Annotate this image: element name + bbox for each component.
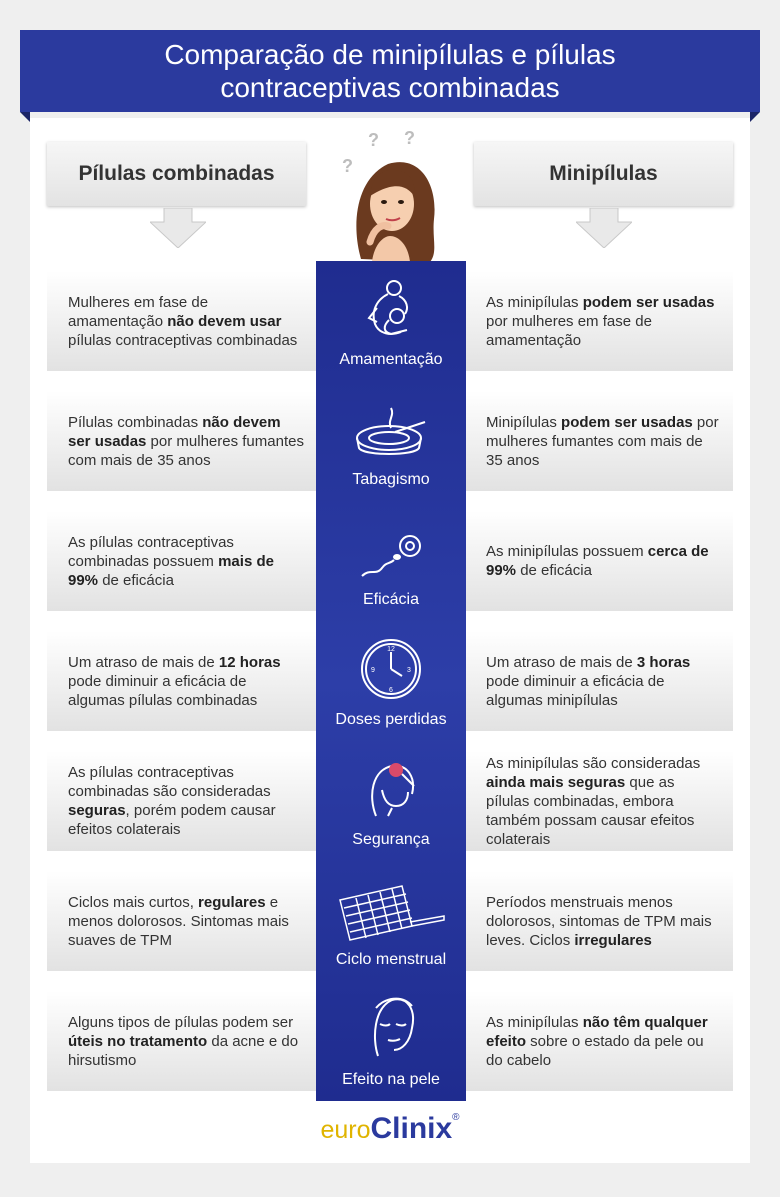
- thinking-woman-illustration: [326, 124, 456, 264]
- column-header-minipill: Minipílulas: [474, 142, 733, 206]
- text-segment: Mulheres em fase de amamentação: [68, 293, 209, 330]
- minipill-info: [466, 391, 733, 491]
- calendar-icon: [316, 882, 466, 947]
- info-text: [68, 293, 306, 350]
- info-text: [486, 413, 721, 470]
- info-text: [486, 542, 721, 580]
- text-segment: As minipílulas possuem: [486, 543, 648, 560]
- ashtray-icon: [316, 402, 466, 467]
- category-label: Amamentação: [339, 351, 443, 368]
- svg-text:?: ?: [368, 130, 379, 150]
- info-text: [486, 754, 721, 849]
- highlight-text: podem ser usadas: [582, 293, 715, 311]
- text-segment: sobre o estado da pele ou do cabelo: [486, 1032, 704, 1069]
- info-text: [68, 413, 306, 470]
- highlight-text: podem ser usadas: [561, 413, 693, 431]
- svg-text:3: 3: [407, 667, 411, 674]
- combined-pill-info: [47, 271, 316, 371]
- category-headache: [316, 756, 466, 849]
- highlight-text: não devem usar: [167, 312, 282, 330]
- category-clock: [316, 636, 466, 729]
- highlight-text: ainda mais seguras: [486, 773, 626, 791]
- info-text: [68, 533, 306, 590]
- text-segment: da acne e do hirsutismo: [68, 1032, 299, 1069]
- highlight-text: regulares: [198, 893, 266, 911]
- info-text: [486, 893, 721, 950]
- category-label: Segurança: [352, 831, 430, 848]
- page-title: Comparação de minipílulas e pílulas contraceptivas combinadas: [164, 39, 616, 103]
- text-segment: de eficácia: [98, 571, 174, 589]
- info-text: [68, 1013, 306, 1070]
- highlight-text: 12 horas: [218, 653, 281, 671]
- text-segment: e menos dolorosos. Sintomas mais suaves de TPM: [68, 893, 289, 949]
- text-segment: por mulheres em fase de amamentação: [486, 312, 652, 349]
- text-segment: Alguns tipos de pílulas podem ser: [68, 1013, 294, 1031]
- headache-icon: [316, 756, 466, 827]
- page-header: [20, 30, 760, 112]
- info-text: [486, 1013, 721, 1070]
- svg-text:?: ?: [404, 128, 415, 148]
- text-segment: que as pílulas combinadas, embora também possam causar efeitos colaterais: [486, 773, 695, 848]
- text-segment: Ciclos mais curtos,: [68, 893, 199, 911]
- text-segment: pílulas contraceptivas combinadas: [68, 331, 298, 349]
- combined-pill-info: [47, 871, 316, 971]
- minipill-info: [466, 271, 733, 371]
- combined-pill-info: [47, 751, 316, 851]
- text-segment: As minipílulas: [486, 1013, 583, 1031]
- text-segment: por mulheres fumantes com mais de 35 anos: [68, 432, 304, 469]
- text-segment: As pílulas contraceptivas combinadas são consideradas: [68, 764, 271, 800]
- text-segment: Pílulas combinadas: [68, 413, 203, 431]
- clock-icon: [316, 636, 466, 707]
- svg-text:?: ?: [342, 156, 353, 176]
- text-segment: de eficácia: [516, 562, 592, 579]
- face-skin-icon: [316, 990, 466, 1067]
- breastfeeding-icon: [316, 278, 466, 347]
- category-face-skin: [316, 990, 466, 1089]
- category-breastfeeding: [316, 278, 466, 369]
- highlight-text: seguras: [68, 802, 126, 819]
- minipill-info: [466, 511, 733, 611]
- category-label: Tabagismo: [352, 471, 430, 488]
- combined-pill-info: [47, 511, 316, 611]
- down-arrow-icon: [150, 208, 206, 248]
- text-segment: Um atraso de mais de: [68, 653, 219, 671]
- text-segment: pode diminuir a eficácia de algumas pílulas combinadas: [68, 672, 258, 709]
- info-text: [68, 893, 306, 950]
- highlight-text: não têm qualquer efeito: [486, 1013, 708, 1050]
- info-text: [486, 653, 721, 710]
- down-arrow-icon: [576, 208, 632, 248]
- highlight-text: úteis no tratamento: [68, 1032, 208, 1050]
- highlight-text: cerca de 99%: [486, 543, 709, 579]
- highlight-text: não devem ser usadas: [68, 413, 281, 450]
- highlight-text: mais de 99%: [68, 552, 274, 589]
- category-label: Doses perdidas: [335, 711, 447, 728]
- category-calendar: [316, 882, 466, 969]
- category-label: Ciclo menstrual: [335, 951, 447, 968]
- ribbon-fold-left: [20, 112, 30, 122]
- category-sperm-egg: [316, 532, 466, 609]
- minipill-info: [466, 991, 733, 1091]
- category-label: Efeito na pele: [342, 1071, 440, 1088]
- info-text: [68, 763, 306, 839]
- minipill-info: [466, 751, 733, 851]
- text-segment: , porém podem causar efeitos colaterais: [68, 802, 276, 838]
- ribbon-fold-right: [750, 112, 760, 122]
- highlight-text: 3 horas: [636, 653, 691, 671]
- highlight-text: irregulares: [574, 931, 652, 949]
- combined-pill-info: [47, 991, 316, 1091]
- sperm-egg-icon: [316, 532, 466, 587]
- minipill-info: [466, 631, 733, 731]
- category-label: Eficácia: [362, 591, 420, 608]
- combined-pill-info: [47, 391, 316, 491]
- euroclinix-logo: euroClinix®: [320, 1112, 460, 1145]
- column-header-combined: Pílulas combinadas: [47, 142, 306, 206]
- text-segment: Minipílulas: [486, 413, 562, 431]
- text-segment: pode diminuir a eficácia de algumas minipílulas: [486, 672, 665, 709]
- svg-text:12: 12: [387, 646, 395, 653]
- category-ashtray: [316, 402, 466, 489]
- text-segment: Um atraso de mais de: [486, 653, 637, 671]
- svg-text:9: 9: [371, 667, 375, 674]
- info-text: [68, 653, 306, 710]
- text-segment: por mulheres fumantes com mais de 35 anos: [486, 413, 719, 469]
- minipill-info: [466, 871, 733, 971]
- text-segment: As minipílulas: [486, 293, 583, 311]
- text-segment: As minipílulas são consideradas: [486, 754, 701, 772]
- combined-pill-info: [47, 631, 316, 731]
- text-segment: Períodos menstruais menos dolorosos, sintomas de TPM mais leves. Ciclos: [486, 893, 712, 949]
- svg-text:6: 6: [389, 687, 393, 694]
- text-segment: As pílulas contraceptivas combinadas possuem: [68, 533, 234, 570]
- info-text: [486, 293, 721, 350]
